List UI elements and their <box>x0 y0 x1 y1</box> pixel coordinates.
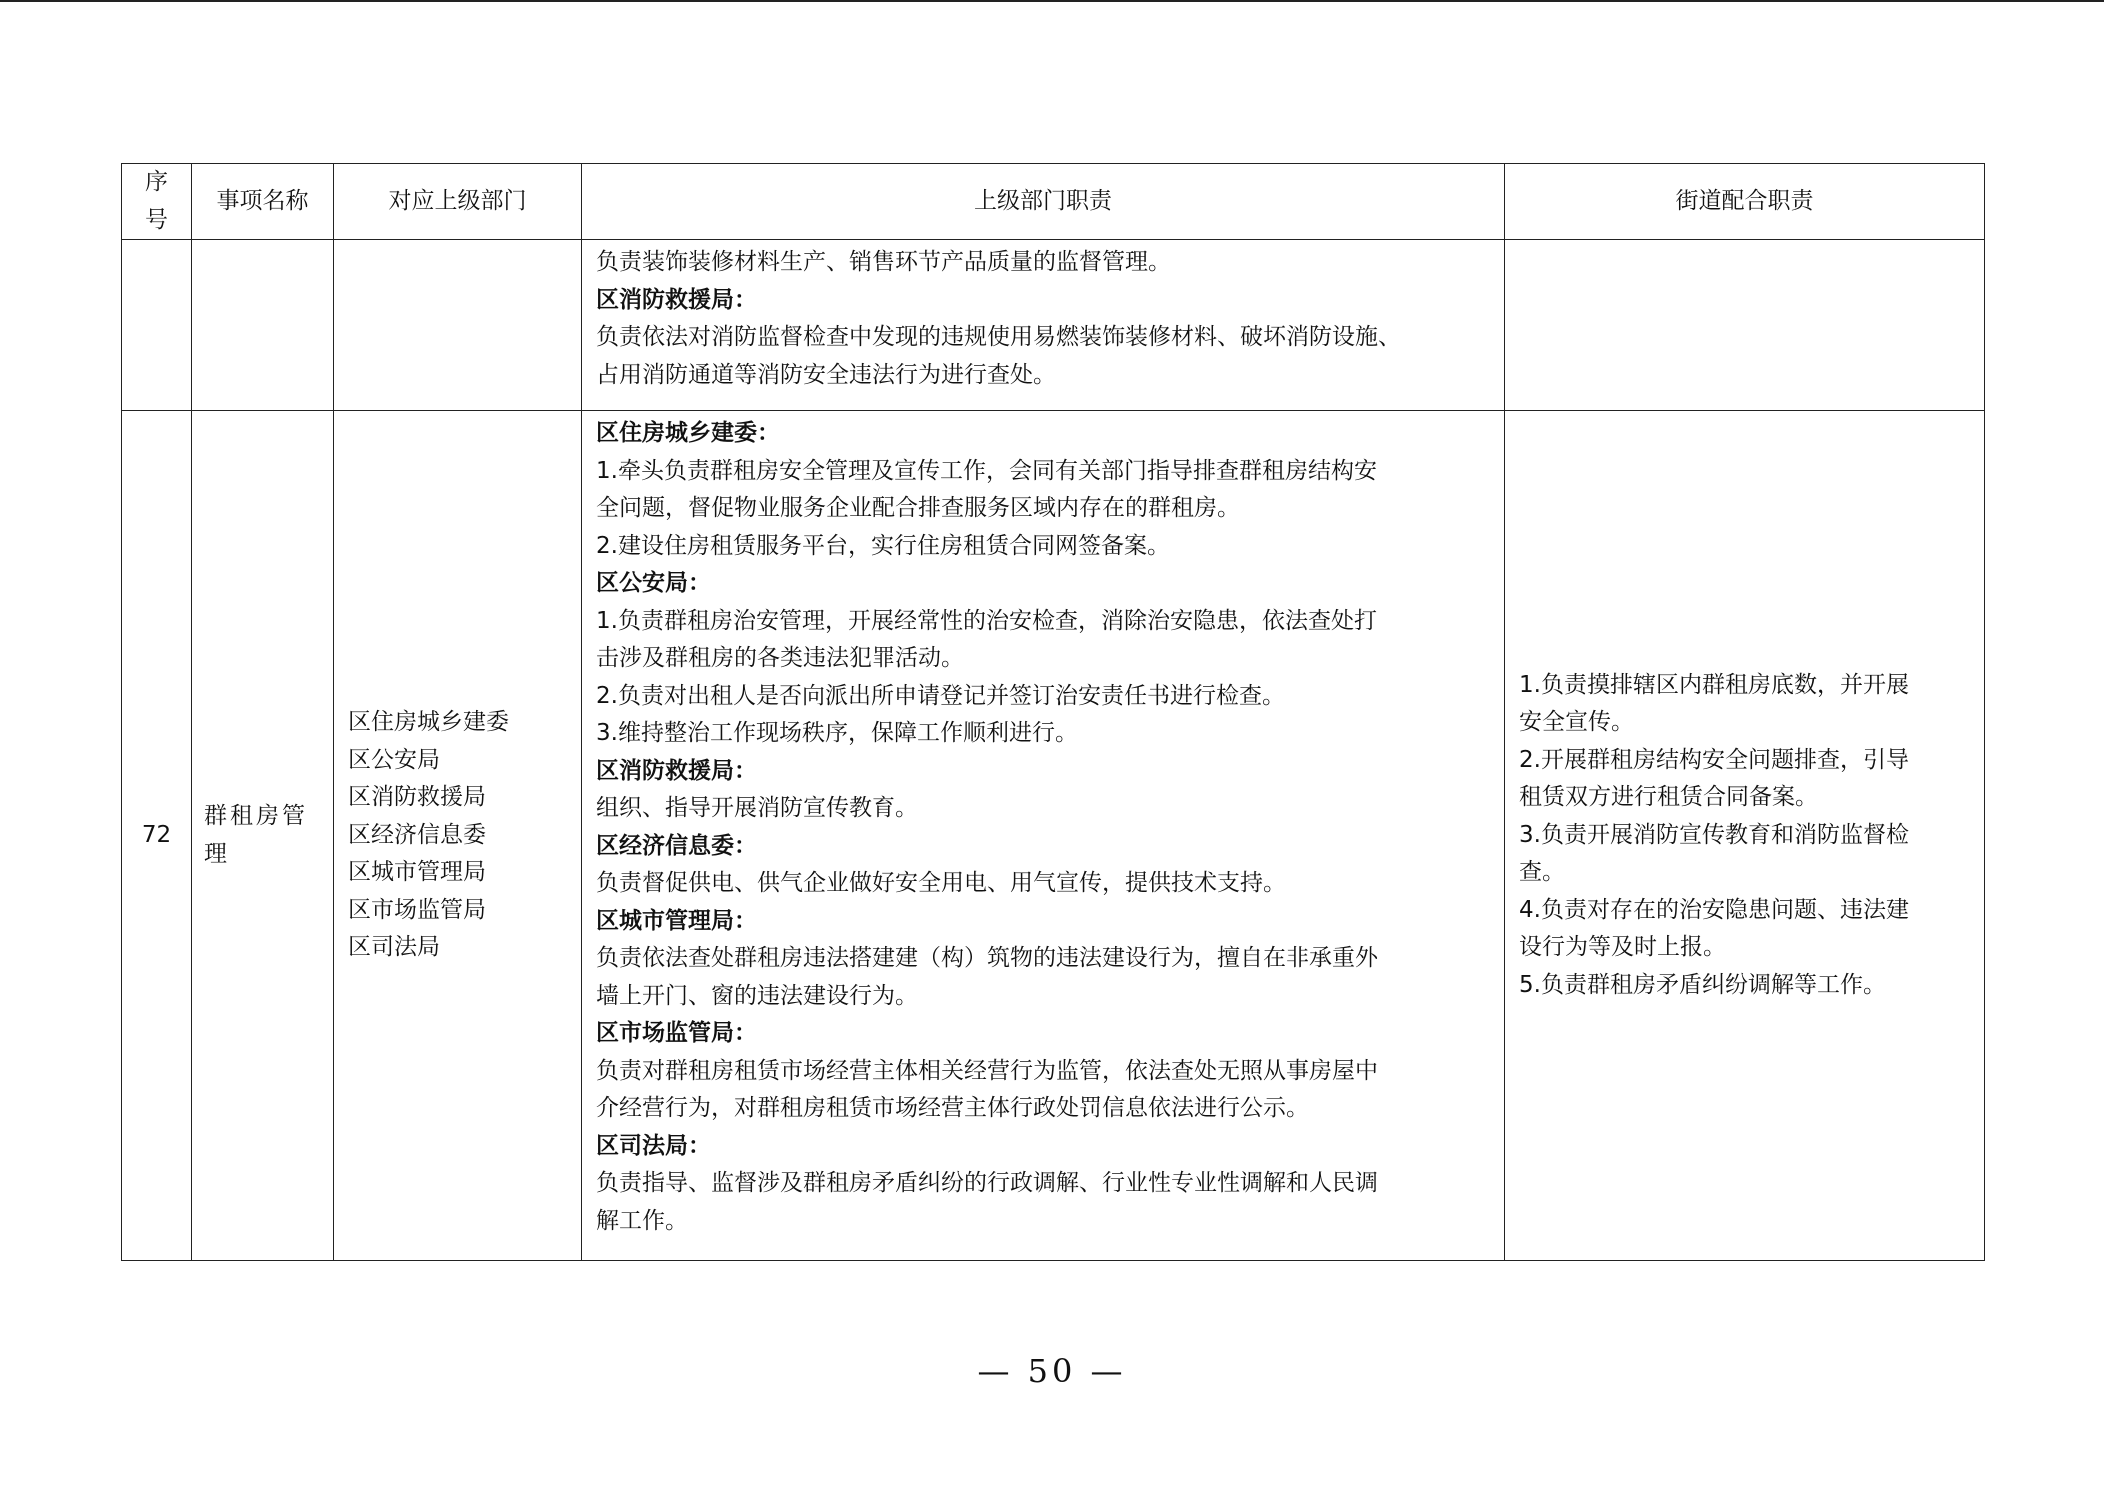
row-department-duties <box>582 411 1505 1261</box>
page-number: — 50 — <box>977 1352 1127 1390</box>
continued-no-cell <box>122 240 192 411</box>
text-line: 设行为等及时上报。 <box>1519 934 1726 961</box>
duty-table <box>121 163 1985 1261</box>
header-serial-char-1: 序 <box>145 169 168 195</box>
text-line: 负责依法查处群租房违法搭建建（构）筑物的违法建设行为，擅自在非承重外 <box>596 945 1378 971</box>
table-row <box>122 411 1985 1261</box>
text-line: 5.负责群租房矛盾纠纷调解等工作。 <box>1519 971 1886 998</box>
department-heading: 区经济信息委： <box>596 832 757 859</box>
text-line: 负责指导、监督涉及群租房矛盾纠纷的行政调解、行业性专业性调解和人民调 <box>596 1170 1378 1196</box>
text-line: 全问题，督促物业服务企业配合排查服务区域内存在的群租房。 <box>596 495 1240 521</box>
text-line: 安全宣传。 <box>1519 709 1634 736</box>
department-heading: 区公安局： <box>596 570 711 596</box>
text-line: 区城市管理局 <box>348 859 486 886</box>
text-line: 3.维持整治工作现场秩序，保障工作顺利进行。 <box>596 720 1078 746</box>
text-line: 区公安局 <box>348 746 440 773</box>
table-header-row <box>122 164 1985 240</box>
department-heading: 区司法局： <box>596 1132 711 1159</box>
text-line: 2.负责对出租人是否向派出所申请登记并签订治安责任书进行检查。 <box>596 682 1285 709</box>
item-name-line: 群租房管 <box>204 803 308 829</box>
row-item-name <box>192 411 334 1261</box>
row-departments <box>334 411 582 1261</box>
header-serial-char-2: 号 <box>145 206 168 233</box>
text-line: 区消防救援局 <box>348 784 486 811</box>
department-heading: 区市场监管局： <box>596 1020 757 1046</box>
header-department: 对应上级部门 <box>334 164 582 240</box>
text-line: 介经营行为，对群租房租赁市场经营主体行政处罚信息依法进行公示。 <box>596 1095 1309 1121</box>
top-border-line <box>0 0 2104 2</box>
table-row-continued <box>122 240 1985 411</box>
text-line: 租赁双方进行租赁合同备案。 <box>1519 784 1818 811</box>
text-line: 击涉及群租房的各类违法犯罪活动。 <box>596 645 964 671</box>
row-serial-number: 72 <box>122 411 192 1261</box>
text-line: 负责对群租房租赁市场经营主体相关经营行为监管，依法查处无照从事房屋中 <box>596 1057 1378 1084</box>
text-line: 负责装饰装修材料生产、销售环节产品质量的监督管理。 <box>596 249 1171 275</box>
text-line: 1.负责群租房治安管理，开展经常性的治安检查，消除治安隐患，依法查处打 <box>596 607 1377 634</box>
text-line: 3.负责开展消防宣传教育和消防监督检 <box>1519 821 1909 848</box>
text-line: 区司法局 <box>348 934 440 961</box>
text-line: 区住房城乡建委 <box>348 709 509 736</box>
header-street-duties: 街道配合职责 <box>1505 164 1985 240</box>
text-line: 墙上开门、窗的违法建设行为。 <box>596 982 918 1009</box>
text-line: 负责督促供电、供气企业做好安全用电、用气宣传，提供技术支持。 <box>596 870 1286 896</box>
header-serial-number <box>122 164 192 240</box>
item-name-line: 理 <box>204 840 230 867</box>
header-department-duties: 上级部门职责 <box>582 164 1505 240</box>
continued-street-cell <box>1505 240 1985 411</box>
text-line: 组织、指导开展消防宣传教育。 <box>596 795 918 821</box>
text-line: 2.开展群租房结构安全问题排查，引导 <box>1519 746 1909 773</box>
text-line: 1.牵头负责群租房安全管理及宣传工作，会同有关部门指导排查群租房结构安 <box>596 457 1377 484</box>
row-street-duties <box>1505 411 1985 1261</box>
continued-item-cell <box>192 240 334 411</box>
continued-duty-cell <box>582 240 1505 411</box>
continued-dept-cell <box>334 240 582 411</box>
text-line: 解工作。 <box>596 1207 688 1234</box>
department-heading: 区消防救援局： <box>596 286 757 313</box>
text-line: 占用消防通道等消防安全违法行为进行查处。 <box>596 361 1056 388</box>
text-line: 1.负责摸排辖区内群租房底数，并开展 <box>1519 671 1909 698</box>
text-line: 4.负责对存在的治安隐患问题、违法建 <box>1519 896 1909 923</box>
text-line: 负责依法对消防监督检查中发现的违规使用易燃装饰装修材料、破坏消防设施、 <box>596 324 1401 350</box>
text-line: 2.建设住房租赁服务平台，实行住房租赁合同网签备案。 <box>596 532 1170 559</box>
text-line: 区经济信息委 <box>348 821 486 848</box>
department-heading: 区住房城乡建委： <box>596 420 780 446</box>
department-heading: 区消防救援局： <box>596 757 757 784</box>
department-heading: 区城市管理局： <box>596 907 757 934</box>
header-item-name: 事项名称 <box>192 164 334 240</box>
text-line: 查。 <box>1519 859 1565 886</box>
text-line: 区市场监管局 <box>348 896 486 923</box>
